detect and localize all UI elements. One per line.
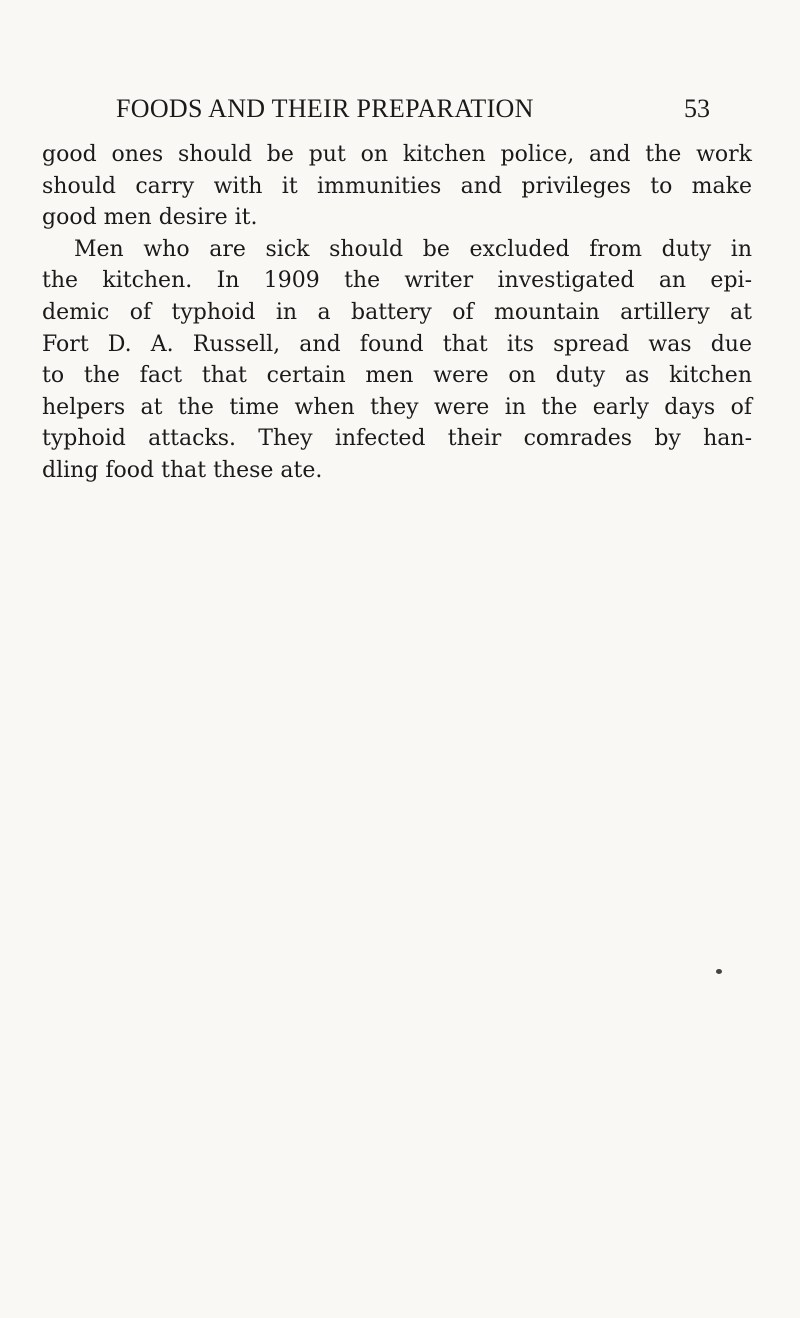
text-line: Men who are sick should be excluded from duty in <box>74 236 752 262</box>
page-number: 53 <box>684 94 710 123</box>
page-header <box>116 93 710 125</box>
running-title: FOODS AND THEIR PREPARATION <box>116 94 534 123</box>
text-line: helpers at the time when they were in the early days of <box>42 394 752 420</box>
body-text <box>42 139 752 487</box>
text-line: Fort D. A. Russell, and found that its spread was due <box>42 331 752 357</box>
text-line: dling food that these ate. <box>42 457 323 483</box>
text-line: the kitchen. In 1909 the writer investigated an epi- <box>42 268 752 294</box>
text-line: to the fact that certain men were on duty as kitchen <box>42 363 752 389</box>
text-line: typhoid attacks. They infected their comrades by han- <box>42 426 752 452</box>
text-line: should carry with it immunities and privileges to make <box>42 173 752 199</box>
text-line: good ones should be put on kitchen police, and the work <box>42 142 752 167</box>
text-line: demic of typhoid in a battery of mountain artillery at <box>42 299 752 325</box>
ink-speck <box>716 969 722 974</box>
text-line: good men desire it. <box>42 205 258 231</box>
